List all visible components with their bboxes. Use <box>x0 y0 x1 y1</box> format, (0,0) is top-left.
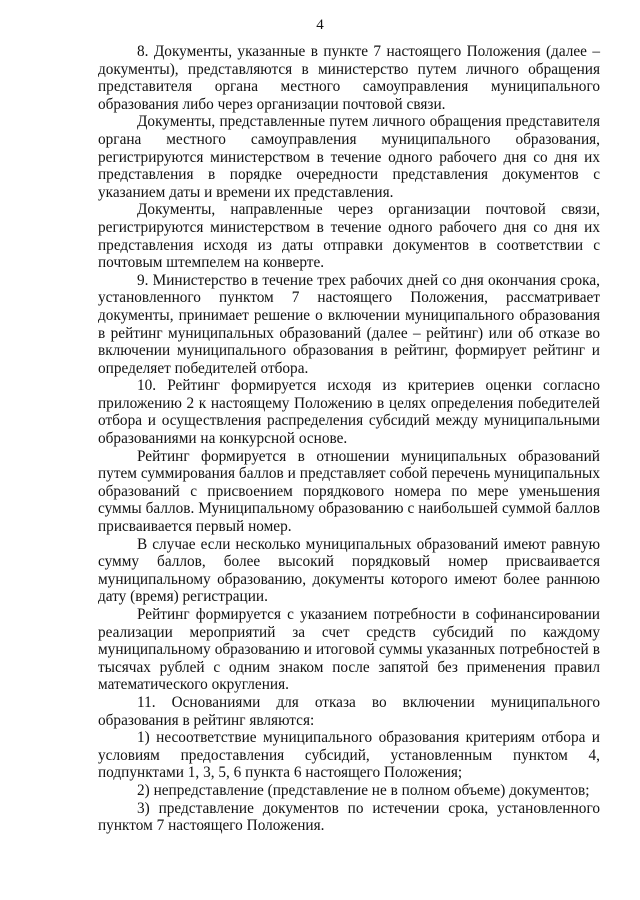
paragraph-personal-submission-registration: Документы, представленные путем личного обращения представителя органа местного самоуправления муниципального образования, регистрируются министерством в течение одного рабочего дня со дня их представления в порядке очередности представления документов с указанием даты и времени их представления. <box>98 113 600 201</box>
list-item-refusal-1: 1) несоответствие муниципального образования критериям отбора и условиям предоставления субсидий, установленным пунктом 4, подпунктами 1, 3, 5, 6 пункта 6 настоящего Положения; <box>98 729 600 782</box>
paragraph-8-submission: 8. Документы, указанные в пункте 7 настоящего Положения (далее – документы), представляются в министерство путем личного обращения представителя органа местного самоуправления муниципального образования либо через организации почтовой связи. <box>98 43 600 113</box>
page-number: 4 <box>316 17 324 33</box>
paragraph-9-review: 9. Министерство в течение трех рабочих дней со дня окончания срока, установленного пунктом 7 настоящего Положения, рассматривает документы, принимает решение о включении муниципального образования в рейтинг муниципальных образований (далее – рейтинг) или об отказе во включении муниципального образования в рейтинг, формирует рейтинг и определяет победителей отбора. <box>98 271 600 377</box>
paragraph-11-refusal-grounds: 11. Основаниями для отказа во включении муниципального образования в рейтинг являются: <box>98 693 600 729</box>
paragraph-10-rating-criteria: 10. Рейтинг формируется исходя из критериев оценки согласно приложению 2 к настоящему Положению в целях определения победителей отбора и осуществления распределения субсидий между муниципальными образованиями на конкурсной основе. <box>98 377 600 448</box>
paragraph-cofinancing-need: Рейтинг формируется с указанием потребности в софинансировании реализации мероприятий за счет средств субсидий по каждому муниципальному образованию и итоговой суммы указанных потребностей в тысячах рублей с одним знаком после запятой без применения правил математического округления. <box>98 606 600 694</box>
list-item-refusal-3: 3) представление документов по истечении срока, установленного пунктом 7 настоящего Положения. <box>98 799 600 835</box>
paragraph-equal-scores: В случае если несколько муниципальных образований имеют равную сумму баллов, более высокий порядковый номер присваивается муниципальному образованию, документы которого имеют более раннюю дату (время) регистрации. <box>98 535 600 606</box>
document-body <box>98 43 600 835</box>
list-item-refusal-2: 2) непредставление (представление не в полном объеме) документов; <box>137 781 590 799</box>
paragraph-postal-submission-registration: Документы, направленные через организации почтовой связи, регистрируются министерством в течение одного рабочего дня со дня их представления исходя из даты отправки документов в соответствии с почтовым штемпелем на конверте. <box>98 201 600 272</box>
paragraph-rating-formation: Рейтинг формируется в отношении муниципальных образований путем суммирования баллов и представляет собой перечень муниципальных образований с присвоением порядкового номера по мере уменьшения суммы баллов. Муниципальному образованию с наибольшей суммой баллов присваивается первый номер. <box>98 447 600 536</box>
